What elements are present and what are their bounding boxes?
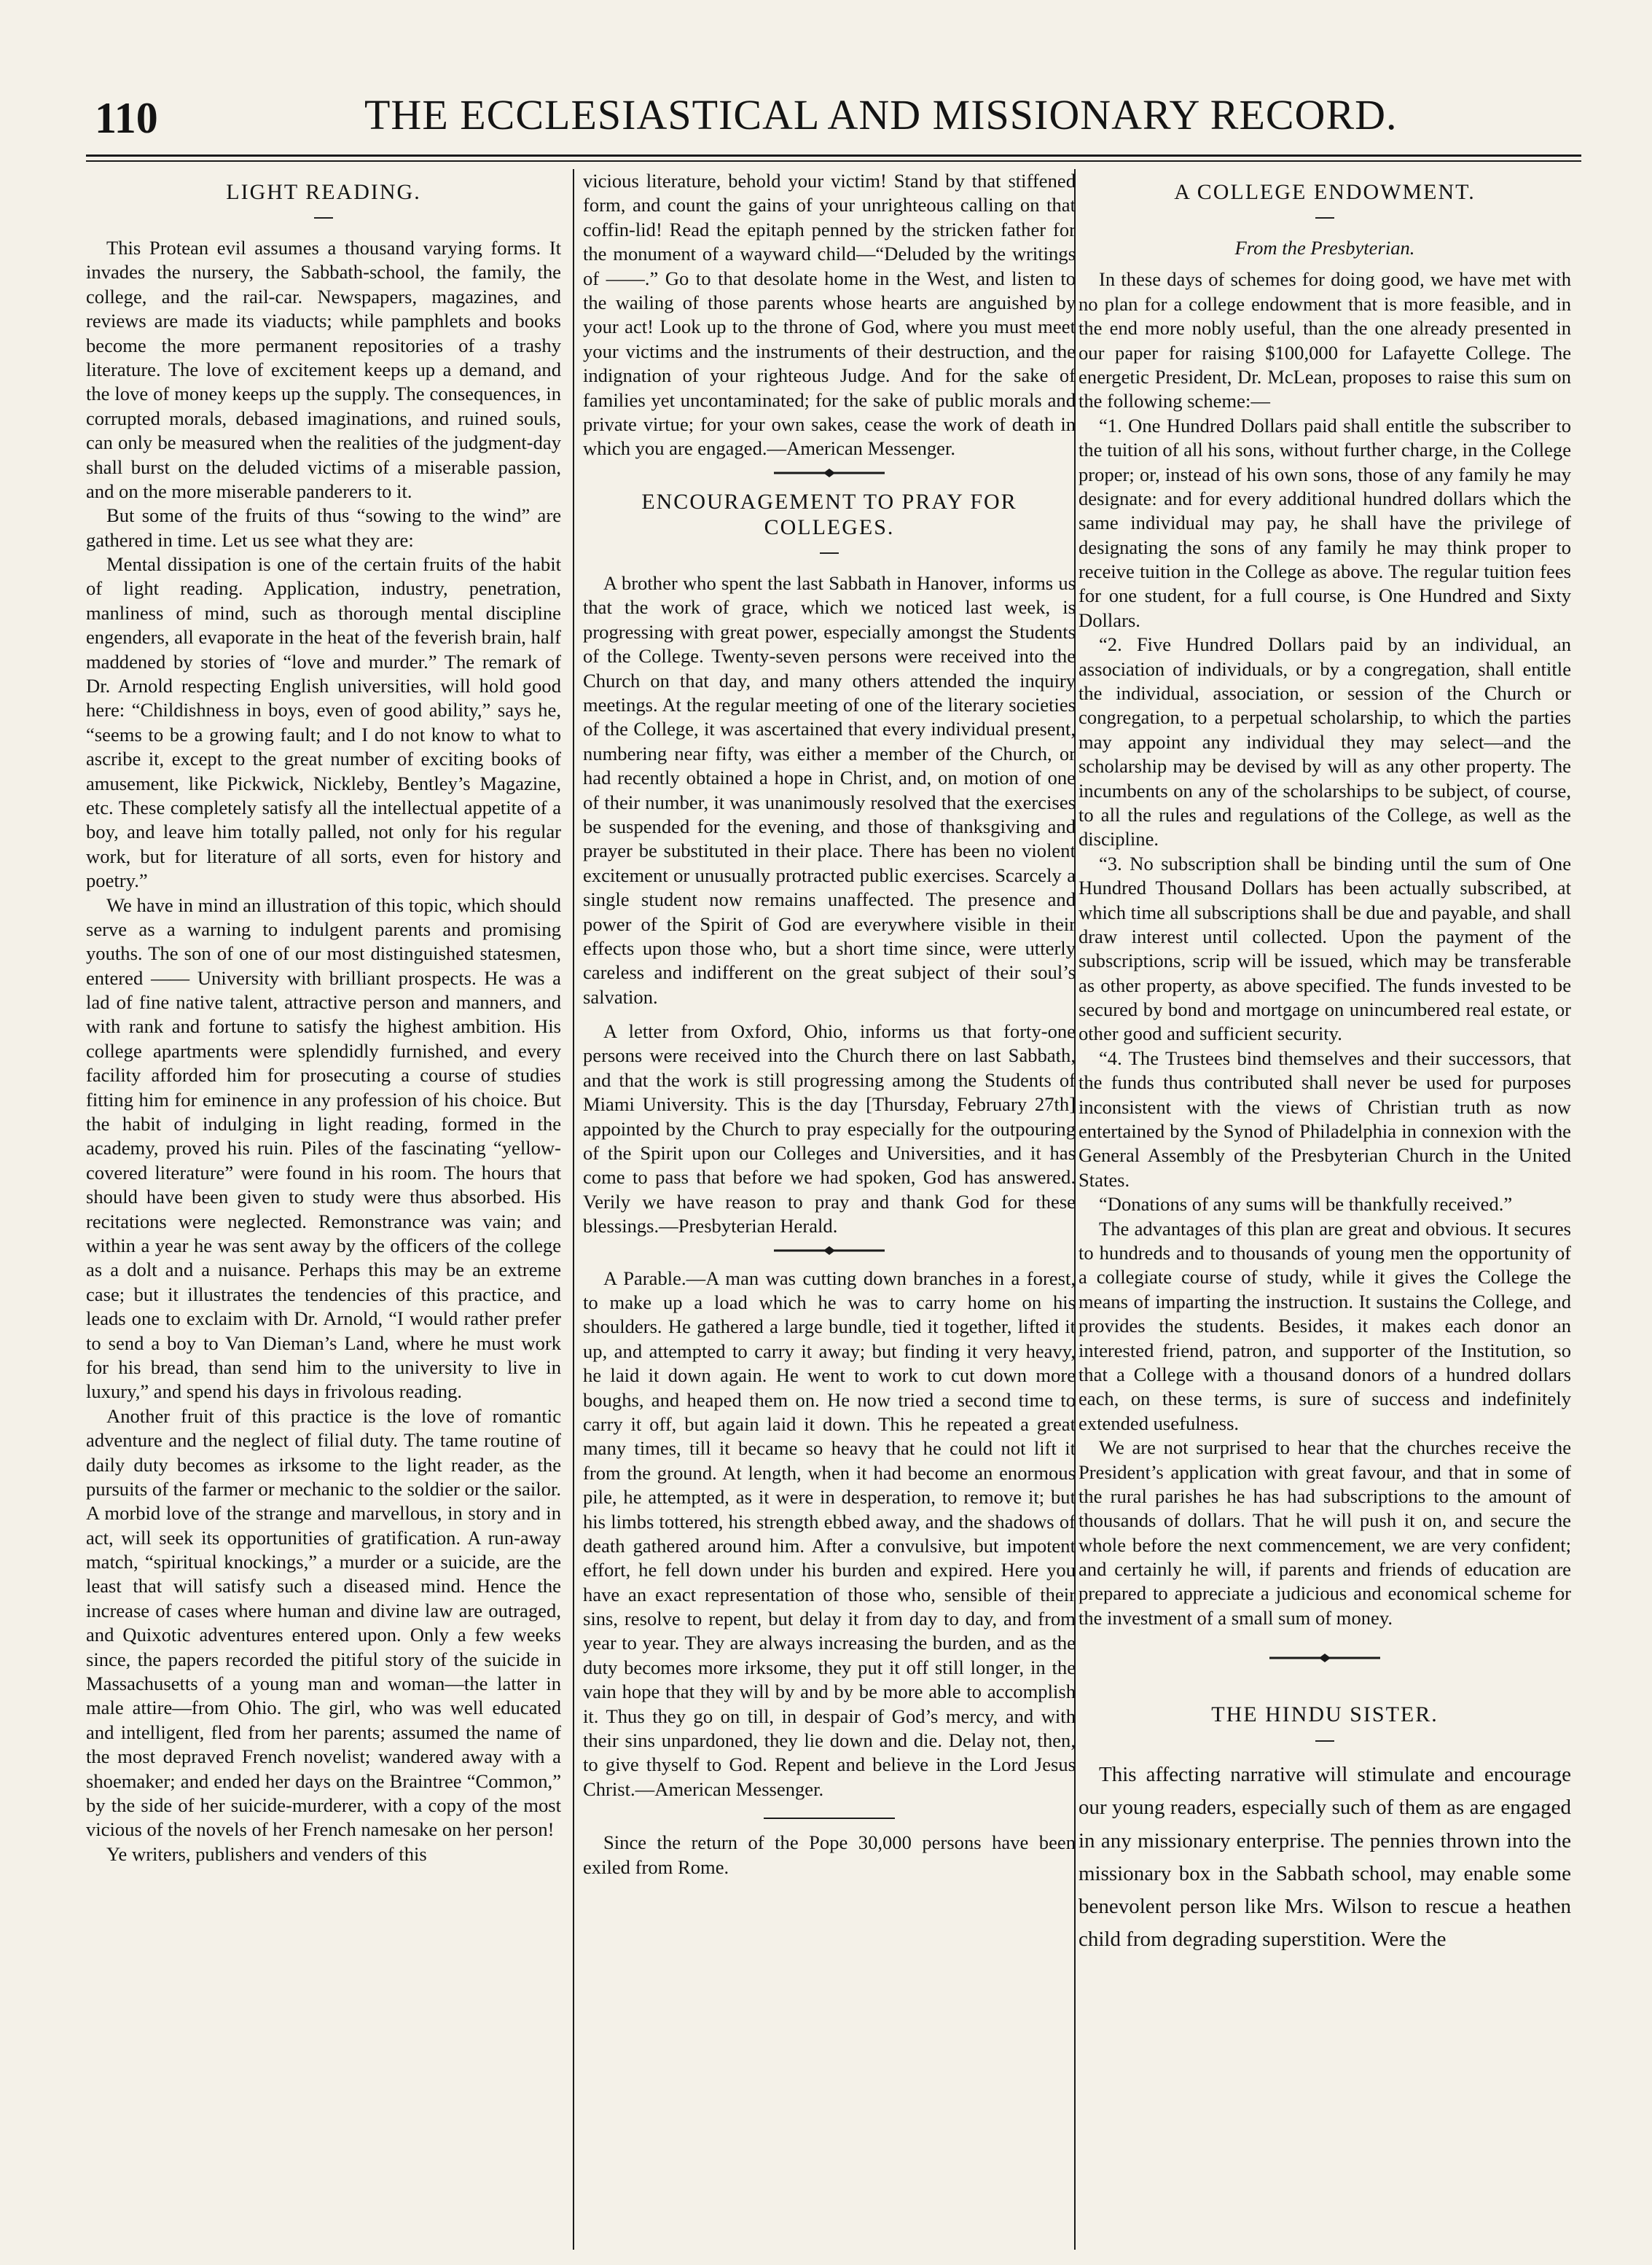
article-paragraph: “4. The Trustees bind themselves and their successors, that the funds thus contributed shall never be used for purposes inconsistent with the views of Christian truth as now entertained by the Synod of Philadelphia in connexion with the General Assembly of the Presbyterian Church in the United States. xyxy=(1079,1047,1571,1191)
column-right xyxy=(1079,169,1571,2250)
article-paragraph: vicious literature, behold your victim! Stand by that stiffened form, and count the gains of your unrighteous calling on that coffin-lid! Read the epitaph penned by the stricken father for the monument of a wayward child—“Deluded by the writings of ——.” Go to that desolate home in the West, and listen to the wailing of those parents whose hearts are anguished by your act! Look up to the throne of God, where you must meet your victims and the instruments of their destruction, and the indignation of your righteous Judge. And for the sake of families yet uncontaminated; for the sake of public morals and private virtue; for your own sakes, cease the work of death in which you are engaged.—American Messenger. xyxy=(583,170,1076,460)
source-line: From the Presbyterian. xyxy=(1234,236,1415,259)
header-rule-bottom xyxy=(86,160,1581,162)
section-divider-ornament xyxy=(771,467,888,479)
heading-dash xyxy=(1079,1729,1571,1749)
article-paragraph: We have in mind an illustration of this topic, which should serve as a warning to indulgent parents and promising youths. The son of one of our most distinguished statesmen, entered —— University with brilliant prospects. He was a lad of fine native talent, attractive person and manners, and with rank and fortune to satisfy the highest ambition. His college apartments were splendidly furnished, and every facility afforded him for prosecuting a course of studies fitting him for eminence in any profession of his choice. But the habit of indulging in light reading, formed in the academy, proved his ruin. Piles of the fascinating “yellow-covered literature” were found in his room. The hours that should have been given to study were thus absorbed. His recitations were neglected. Remonstrance was vain; and within a year he was sent away by the officers of the college as a dolt and a nuisance. Perhaps this may be an extreme case; but it illustrates the tendencies of this practice, and leads one to exclaim with Dr. Arnold, “I would rather prefer to send a boy to Van Dieman’s Land, where he must work for his bread, than send him to the university to live in luxury,” and spend his days in frivolous reading. xyxy=(86,893,561,1403)
article-paragraph: This Protean evil assumes a thousand varying forms. It invades the nursery, the Sabbath-school, the family, the college, and the rail-car. Newspapers, magazines, and reviews are made its viaducts; while pamphlets and books become the more permanent repositories of a trashy literature. The love of excitement keeps up a demand, and the love of money keeps up the supply. The consequences, in corrupted morals, debased imaginations, and ruined souls, can only be measured when the realities of the judgment-day shall burst on the deluded victims of a miserable passion, and on the more miserable panderers to it. xyxy=(86,236,561,502)
article-paragraph: The advantages of this plan are great and obvious. It secures to hundreds and to thousands of young men the opportunity of a collegiate course of study, while it gives the College the means of imparting the instruction. It sustains the College, and provides the students. Besides, it makes each donor an interested friend, patron, and supporter of the Institution, so that a College with a thousand donors of a hundred dollars each, on these terms, is sure of success and indefinitely extended usefulness. xyxy=(1079,1217,1571,1434)
column-middle xyxy=(583,169,1076,2250)
heading-dash xyxy=(583,541,1076,561)
running-head: THE ECCLESIASTICAL AND MISSIONARY RECORD. xyxy=(364,91,1398,138)
page-number: 110 xyxy=(95,94,158,142)
article-paragraph: But some of the fruits of thus “sowing to the wind” are gathered in time. Let us see what they are: xyxy=(86,504,561,551)
column-left xyxy=(86,169,561,2250)
news-item-paragraph: Since the return of the Pope 30,000 persons have been exiled from Rome. xyxy=(583,1831,1076,1878)
short-rule xyxy=(764,1818,895,1819)
article-paragraph: “Donations of any sums will be thankfully received.” xyxy=(1099,1193,1513,1216)
header-rule-top xyxy=(86,154,1581,157)
heading-dash xyxy=(1079,206,1571,226)
article-paragraph: “2. Five Hundred Dollars paid by an individual, an association of individuals, or by a congregation, shall entitle the individual, association, or session of the Church or congregation, to a perpetual scholarship, to which the parties may appoint any individual they may select—and the scholarship may be devised by will as any other property. The incumbents on any of the scholarships to be subject, of course, to all the rules and regulations of the College, as well as the discipline. xyxy=(1079,633,1571,850)
article-paragraph: Mental dissipation is one of the certain fruits of the habit of light reading. Application, industry, penetration, manliness of mind, such as thorough mental discipline engenders, all evaporate in the heat of the feverish brain, half maddened by stories of “love and murder.” The remark of Dr. Arnold respecting English universities, will hold good here: “Childishness in boys, even of good ability,” says he, “seems to be a growing fault; and I do not know to what to ascribe it, except to the great number of exciting books of amusement, like Pickwick, Nickleby, Bentley’s Magazine, etc. These completely satisfy all the intellectual appetite of a boy, and leave him totally palled, not only for his regular work, but for literature of all sorts, even for history and poetry.” xyxy=(86,553,561,892)
article-paragraph: “1. One Hundred Dollars paid shall entitle the subscriber to the tuition of all his sons, without further charge, in the College proper; or, instead of his own sons, those of any family he may designate: and for every additional hundred dollars which the same individual may pay, he shall have the privilege of designating the sons of any family he may think proper to receive tuition in the College as above. The regular tuition fees for one student, for a full course, is One Hundred and Sixty Dollars. xyxy=(1079,414,1571,631)
encouragement-heading: ENCOURAGEMENT TO PRAY FOR COLLEGES. xyxy=(641,489,1017,540)
college-endowment-heading: A COLLEGE ENDOWMENT. xyxy=(1174,180,1476,204)
article-paragraph: In these days of schemes for doing good, we have met with no plan for a college endowment that is more feasible, and in the end more nobly useful, than the one already presented in our paper for raising $100,000 for Lafayette College. The energetic President, Dr. McLean, proposes to raise this sum on the following scheme:— xyxy=(1079,268,1571,412)
section-divider-ornament xyxy=(1267,1652,1383,1664)
light-reading-heading: LIGHT READING. xyxy=(226,180,421,204)
heading-dash xyxy=(86,206,561,226)
hindu-sister-heading: THE HINDU SISTER. xyxy=(1211,1702,1438,1727)
article-paragraph: A letter from Oxford, Ohio, informs us that forty-one persons were received into the Church there on last Sabbath, and that the work is still progressing among the Students of Miami University. This is the day [Thursday, February 27th] appointed by the Church to pray especially for the outpouring of the Spirit upon our Colleges and Universities, and it has come to pass that before we had spoken, God has answered. Verily we have reason to pray and thank God for these blessings.—Presbyterian Herald. xyxy=(583,1020,1076,1237)
article-paragraph: Ye writers, publishers and venders of this xyxy=(106,1842,427,1865)
article-paragraph: Another fruit of this practice is the love of romantic adventure and the neglect of filial duty. The tame routine of daily duty becomes as irksome to the light reader, as the pursuits of the farmer or mechanic to the soldier or the sailor. A morbid love of the strange and marvellous, in story and in act, will seek its opportunities of gratification. A run-away match, “spiritual knockings,” a murder or a suicide, are the least that will satisfy such a diseased mind. Hence the increase of cases where human and divine law are outraged, and Quixotic adventures entered upon. Only a few weeks since, the papers recorded the pitiful story of the suicide in Massachusetts of a young man and woman—the latter in male attire—from Ohio. The girl, who was well educated and intelligent, fled from her parents; assumed the name of the most depraved French novelist; wandered away with a shoemaker; and ended her days on the Braintree “Common,” by the side of her suicide-murderer, with a copy of the most vicious of the novels of her French namesake on her person! xyxy=(86,1404,561,1841)
article-paragraph: A brother who spent the last Sabbath in Hanover, informs us that the work of grace, which we noticed last week, is progressing with great power, especially amongst the Students of the College. Twenty-seven persons were received into the Church on that day, and many others attended the inquiry meetings. At the regular meeting of one of the literary societies of the College, it was ascertained that every individual present, numbering near fifty, was either a member of the Church, or had recently obtained a hope in Christ, and, on motion of one of their number, it was unanimously resolved that the exercises be suspended for the evening, and those of thanksgiving and prayer be substituted in their place. There has been no violent excitement or unusually protracted public exercises. Scarcely a single student now remains unaffected. The presence and power of the Spirit of God are everywhere visible in their effects upon those who, but a short time since, were utterly careless and indifferent on the great subject of their soul’s salvation. xyxy=(583,572,1076,1008)
column-divider-left xyxy=(573,169,574,2250)
section-divider-ornament xyxy=(771,1245,888,1256)
article-paragraph: This affecting narrative will stimulate and encourage our young readers, especially such of them as are engaged in any missionary enterprise. The pennies thrown into the missionary box in the Sabbath school, may enable some benevolent person like Mrs. Wilson to rescue a heathen child from degrading superstition. Were the xyxy=(1079,1763,1571,1952)
parable-paragraph: A Parable.—A man was cutting down branches in a forest, to make up a load which he was to carry home on his shoulders. He gathered a large bundle, tied it together, lifted it up, and attempted to carry it away; but finding it very heavy, he laid it down again. He went to work to cut down more boughs, and heaped them on. He now tried a second time to carry it off, but again laid it down. This he repeated a great many times, till it became so heavy that he could not lift it from the ground. At length, when it had become an enormous pile, he attempted, as it were in desperation, to remove it; but his limbs tottered, his strength ebbed away, and the shadows of death gathered around him. After a convulsive, but impotent effort, he fell down under his burden and expired. Here you have an exact representation of those who, sensible of their sins, resolve to repent, but delay it from day to day, and from year to year. They are always increasing the burden, and as the duty becomes more irksome, they put it off still longer, in the vain hope that they will by and by be more able to accomplish it. Thus they go on till, in despair of God’s mercy, and with their sins unpardoned, they lie down and die. Delay not, then, to give thyself to God. Repent and believe in the Lord Jesus Christ.—American Messenger. xyxy=(583,1267,1076,1800)
article-paragraph: We are not surprised to hear that the churches receive the President’s application with great favour, and that in some of the rural parishes he has had subscriptions to the amount of thousands of dollars. That he will push it on, and secure the whole before the next commencement, we are very confident; and certainly he will, if parents and friends of education are prepared to appreciate a judicious and economical scheme for the investment of a small sum of money. xyxy=(1079,1436,1571,1629)
article-paragraph: “3. No subscription shall be binding until the sum of One Hundred Thousand Dollars has been actually subscribed, at which time all subscriptions shall be due and payable, and shall draw interest until collected. Upon the payment of the subscriptions, scrip will be issued, which may be transferable as other property, as above specified. The funds invested to be secured by bond and mortgage on unincumbered real estate, or other good and sufficient security. xyxy=(1079,852,1571,1045)
